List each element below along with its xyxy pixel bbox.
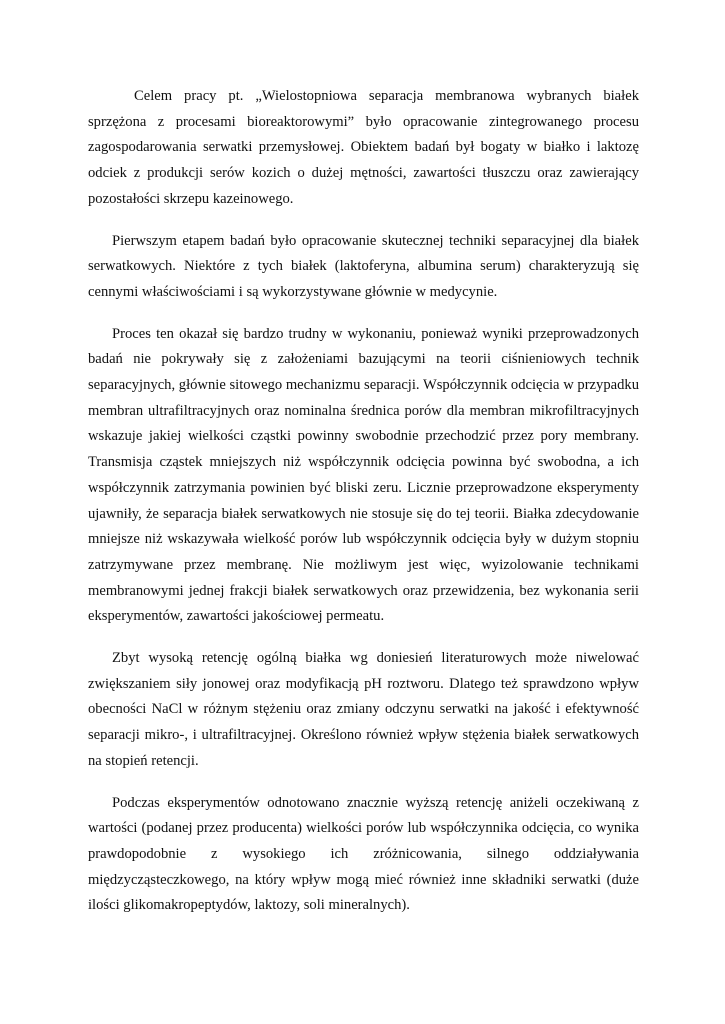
paragraph-separation-process: Proces ten okazał się bardzo trudny w wykonaniu, ponieważ wyniki przeprowadzonych badań nie pokrywały się z założeniami bazującymi na teorii ciśnieniowych technik separacyjnych, głównie sitowego mechanizmu separacji. Współczynnik odcięcia w przypadku membran ultrafiltracyjnych oraz nominalna średnica porów dla membran mikrofiltracyjnych wskazuje jakiej wielkości cząstki powinny swobodnie przechodzić przez pory membrany. Transmisja cząstek mniejszych niż współczynnik odcięcia powinna być swobodna, a ich współczynnik zatrzymania powinien być bliski zeru. Licznie przeprowadzone eksperymenty ujawniły, że separacja białek serwatkowych nie stosuje się do tej teorii. Białka zdecydowanie mniejsze niż wskazywała wielkość porów lub współczynnik odcięcia były w dużym stopniu zatrzymywane przez membranę. Nie możliwym jest więc, wyizolowanie technikami membranowymi jednej frakcji białek serwatkowych oraz przewidzenia, bez wykonania serii eksperymentów, zawartości jakościowej permeatu. [88,325,639,625]
paragraph-intro: Celem pracy pt. „Wielostopniowa separacja membranowa wybranych białek sprzężona z procesami bioreaktorowymi” było opracowanie zintegrowanego procesu zagospodarowania serwatki przemysłowej. Obiektem badań był bogaty w białko i laktozę odciek z produkcji serów kozich o dużej mętności, zawartości tłuszczu oraz zawierający pozostałości skrzepu kazeinowego. [88,88,639,207]
paragraph-experiments: Podczas eksperymentów odnotowano znacznie wyższą retencję aniżeli oczekiwaną z wartości (podanej przez producenta) wielkości porów lub współczynnika odcięcia, co wynika prawdopodobnie z wysokiego ich zróżnicowania, silnego oddziaływania międzycząsteczkowego, na który wpływ mogą mieć również inne składniki serwatki (duże ilości glikomakropeptydów, laktozy, soli mineralnych). [88,794,639,914]
paragraph-first-stage: Pierwszym etapem badań było opracowanie skutecznej techniki separacyjnej dla białek serwatkowych. Niektóre z tych białek (laktoferyna, albumina serum) charakteryzują się cennymi właściwościami i są wykorzystywane głównie w medycynie. [88,232,639,300]
paragraph-retention: Zbyt wysoką retencję ogólną białka wg doniesień literaturowych może niwelować zwiększaniem siły jonowej oraz modyfikacją pH roztworu. Dlatego też sprawdzono wpływ obecności NaCl w różnym stężeniu oraz zmiany odczynu serwatki na jakość i efektywność separacji mikro-, i ultrafiltracyjnej. Określono również wpływ stężenia białek serwatkowych na stopień retencji. [88,650,639,769]
document-page [88,84,639,935]
